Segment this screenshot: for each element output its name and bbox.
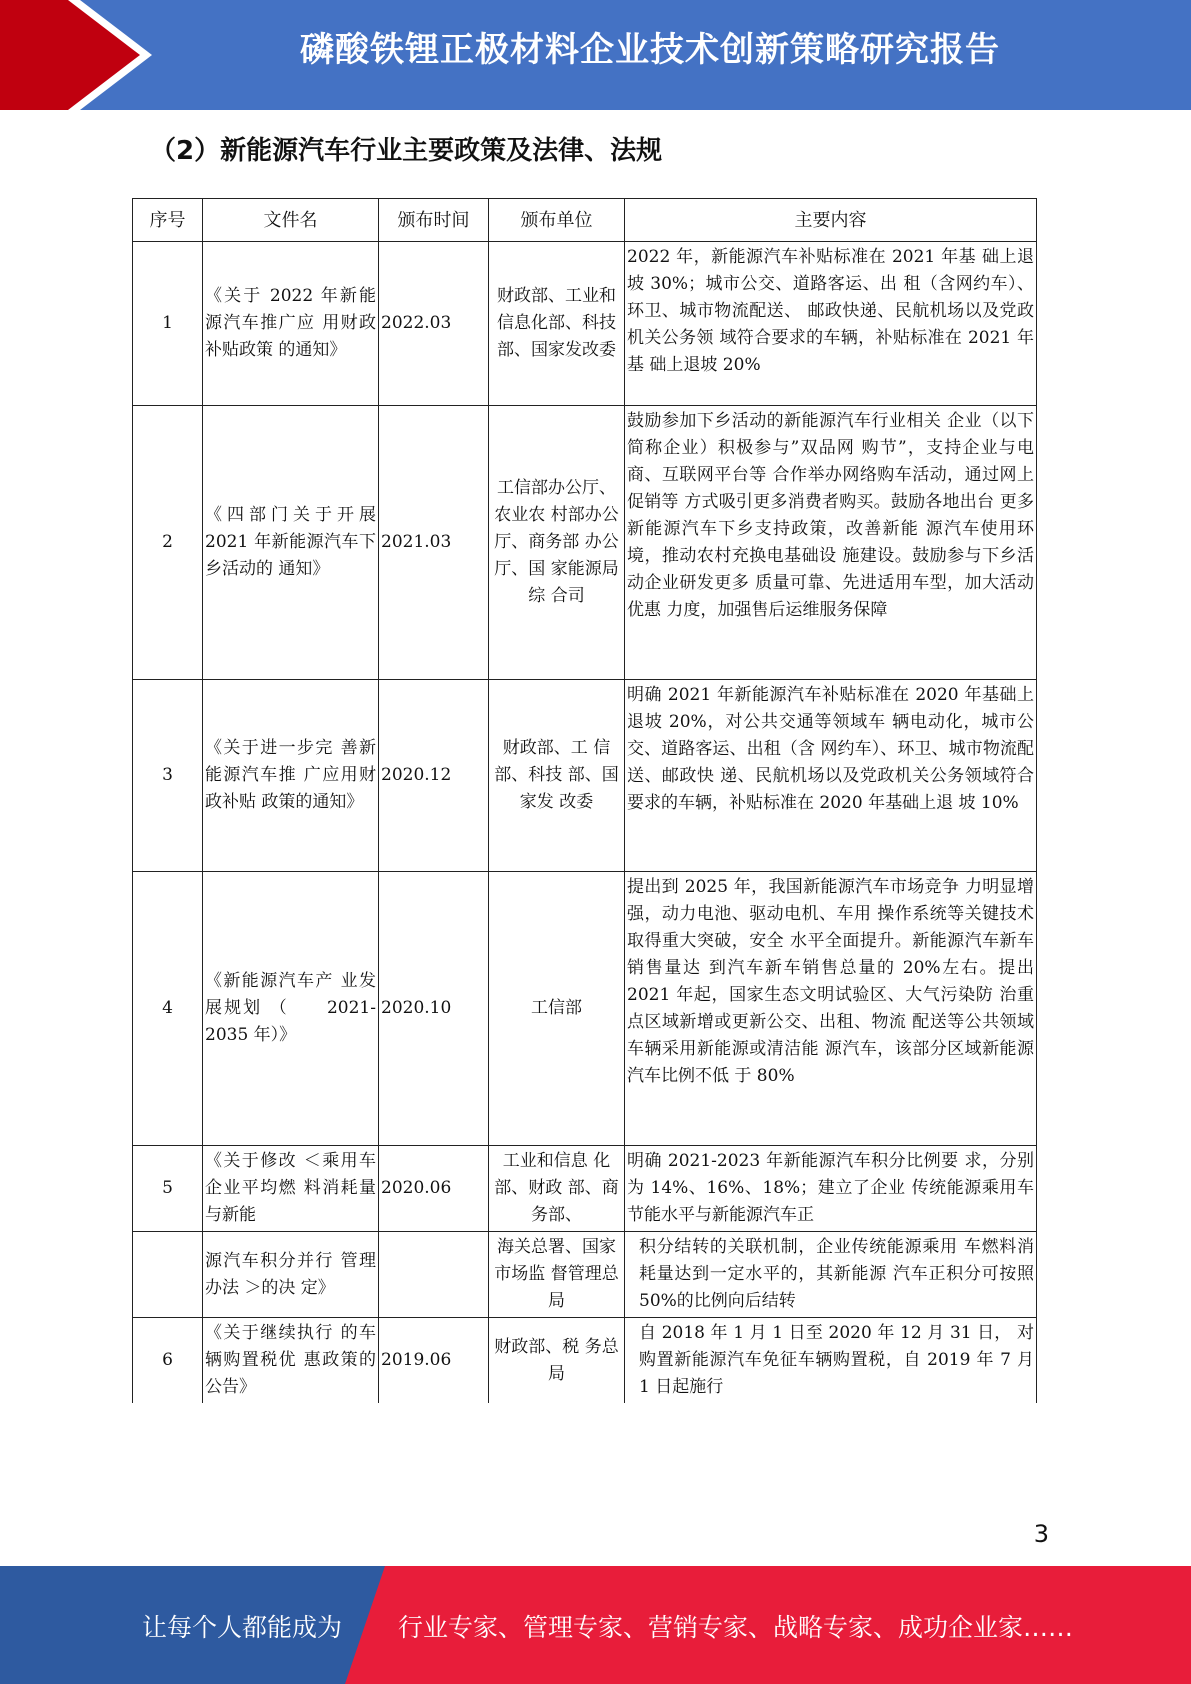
row-no: 2 <box>133 406 203 680</box>
section-heading: （2）新能源汽车行业主要政策及法律、法规 <box>150 136 663 166</box>
row-date: 2020.10 <box>379 872 489 1146</box>
row-no: 1 <box>133 242 203 406</box>
row-date: 2020.06 <box>379 1146 489 1232</box>
row-content: 明确 2021 年新能源汽车补贴标准在 2020 年基础上退坡 20%，对公共交通等领域车 辆电动化，城市公交、道路客运、出租（含 网约车）、环卫、城市物流配送、邮政快 递、民航机场以及党政机关公务领域符合 要求的车辆，补贴标准在 2020 年基础上退 坡 10% <box>625 680 1037 872</box>
row-content: 积分结转的关联机制，企业传统能源乘用 车燃料消耗量达到一定水平的，其新能源 汽车正积分可按照 50%的比例向后结转 <box>625 1232 1037 1318</box>
row-content: 提出到 2025 年，我国新能源汽车市场竞争 力明显增强，动力电池、驱动电机、车用 操作系统等关键技术取得重大突破，安全 水平全面提升。新能源汽车新车销售量达 到汽车新车销售总量的 20%左右。提出 2021 年起，国家生态文明试验区、大气污染防 治重点区域新增或更新公交、出租、物流 配送等公共领域车辆采用新能源或清洁能 源汽车，该部分区域新能源汽车比例不低 于 80% <box>625 872 1037 1146</box>
row-no: 5 <box>133 1146 203 1232</box>
page-footer <box>0 1566 1191 1684</box>
table-row-continued <box>133 1232 1037 1318</box>
column-header-name: 文件名 <box>203 199 379 242</box>
row-issuer: 工信部 <box>489 872 625 1146</box>
column-header-issuer: 颁布单位 <box>489 199 625 242</box>
row-content: 鼓励参加下乡活动的新能源汽车行业相关 企业（以下简称企业）积极参与”双品网 购节”，支持企业与电商、互联网平台等 合作举办网络购车活动，通过网上促销等 方式吸引更多消费者购买。鼓励各地出台 更多新能源汽车下乡支持政策，改善新能 源汽车使用环境，推动农村充换电基础设 施建设。鼓励参与下乡活动企业研发更多 质量可靠、先进适用车型，加大活动优惠 力度，加强售后运维服务保障 <box>625 406 1037 680</box>
row-issuer: 工信部办公厅、农业农 村部办公厅、商务部 办公厅、国 家能源局综 合司 <box>489 406 625 680</box>
table-header-row <box>133 199 1037 242</box>
page-number: 3 <box>1033 1520 1049 1548</box>
row-document-name: 《关于进一步完 善新能源汽车推 广应用财政补贴 政策的通知》 <box>203 680 379 872</box>
row-date: 2019.06 <box>379 1318 489 1404</box>
row-no: 4 <box>133 872 203 1146</box>
row-no: 6 <box>133 1318 203 1404</box>
footer-slogan-right: 行业专家、管理专家、营销专家、战略专家、成功企业家…… <box>398 1613 1074 1642</box>
row-content: 明确 2021-2023 年新能源汽车积分比例要 求，分别为 14%、16%、18%；建立了企业 传统能源乘用车节能水平与新能源汽车正 <box>625 1146 1037 1232</box>
table-row <box>133 1318 1037 1404</box>
row-date: 2021.03 <box>379 406 489 680</box>
table-row <box>133 242 1037 406</box>
row-no <box>133 1232 203 1318</box>
row-document-name: 源汽车积分并行 管理办法 ＞的决 定》 <box>203 1232 379 1318</box>
row-issuer: 财政部、税 务总局 <box>489 1318 625 1404</box>
row-issuer: 海关总署、国家市场监 督管理总局 <box>489 1232 625 1318</box>
row-document-name: 《新能源汽车产 业发展规划 （ 2021-2035 年）》 <box>203 872 379 1146</box>
row-document-name: 《关于修改 ＜乘用车企业平均燃 料消耗量与新能 <box>203 1146 379 1232</box>
row-document-name: 《关于继续执行 的车辆购置税优 惠政策的公告》 <box>203 1318 379 1404</box>
row-content: 2022 年，新能源汽车补贴标准在 2021 年基 础上退坡 30%；城市公交、道路客运、出 租（含网约车）、环卫、城市物流配送、 邮政快递、民航机场以及党政机关公务领 域符合要求的车辆，补贴标准在 2021 年基 础上退坡 20% <box>625 242 1037 406</box>
report-title: 磷酸铁锂正极材料企业技术创新策略研究报告 <box>300 30 1000 70</box>
row-issuer: 财政部、工 信部、科技 部、国家发 改委 <box>489 680 625 872</box>
table-row <box>133 406 1037 680</box>
header-chevron <box>0 0 140 110</box>
table-row <box>133 680 1037 872</box>
column-header-date: 颁布时间 <box>379 199 489 242</box>
row-issuer: 财政部、工业和信息化部、科技部、国家发改委 <box>489 242 625 406</box>
row-date <box>379 1232 489 1318</box>
row-document-name: 《关于 2022 年新能源汽车推广应 用财政补贴政策 的通知》 <box>203 242 379 406</box>
page-header <box>0 0 1191 110</box>
policy-table <box>132 198 1037 1403</box>
row-date: 2020.12 <box>379 680 489 872</box>
footer-slogan-left: 让每个人都能成为 <box>142 1613 343 1642</box>
table-row <box>133 1146 1037 1232</box>
row-document-name: 《四部门关于开展 2021 年新能源汽车下乡活动的 通知》 <box>203 406 379 680</box>
row-no: 3 <box>133 680 203 872</box>
row-date: 2022.03 <box>379 242 489 406</box>
column-header-content: 主要内容 <box>625 199 1037 242</box>
column-header-no: 序号 <box>133 199 203 242</box>
table-row <box>133 872 1037 1146</box>
row-issuer: 工业和信息 化部、财政 部、商务部、 <box>489 1146 625 1232</box>
row-content: 自 2018 年 1 月 1 日至 2020 年 12 月 31 日， 对购置新能源汽车免征车辆购置税，自 2019 年 7 月 1 日起施行 <box>625 1318 1037 1404</box>
